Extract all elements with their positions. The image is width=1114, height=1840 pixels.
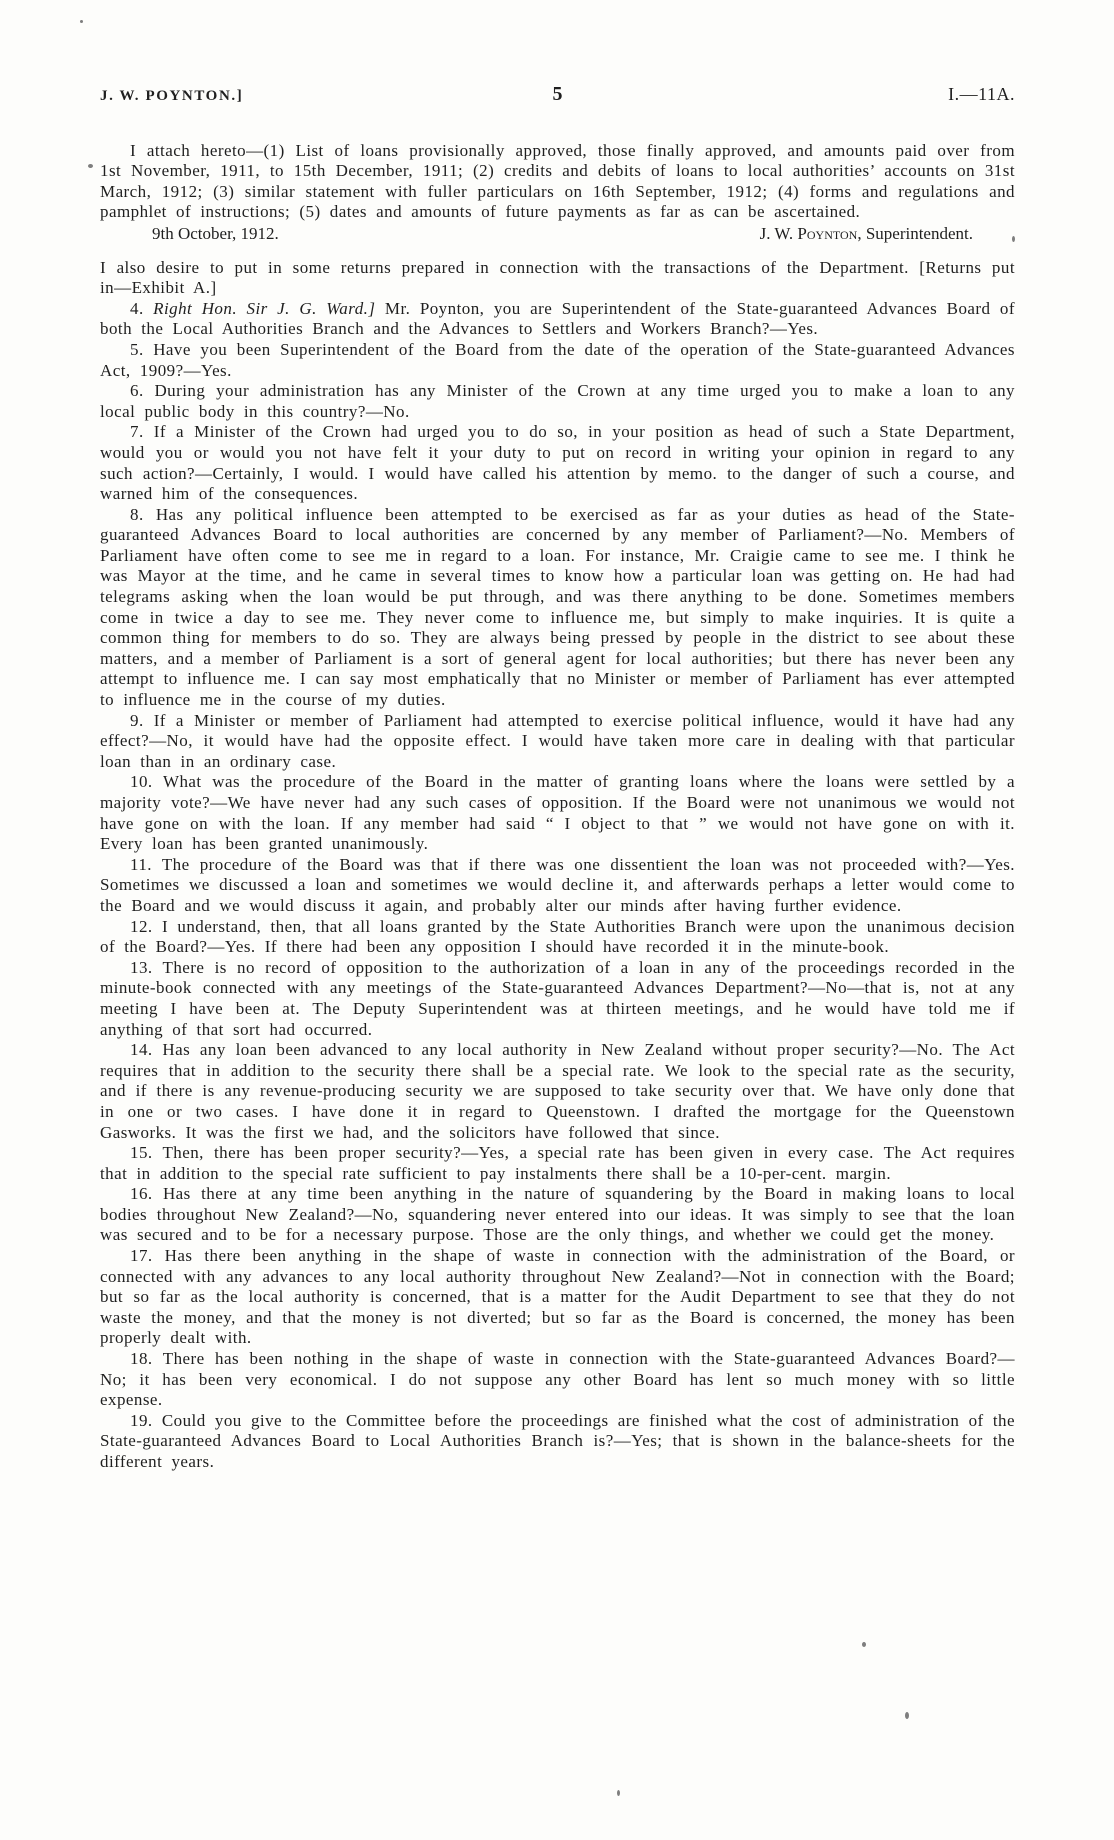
qa-item (100, 1040, 1015, 1143)
question-number: 7. (130, 422, 144, 442)
qa-item (100, 772, 1015, 854)
qa-text: Has any political influence been attempted to be exercised as far as your duties as head of the State-guaranteed Advances Board to local authorities are concerned by any member of Parliament?—No. Members of Parliament have often come to see me in regard to a loan. For instance, Mr. Craigie came to see me. I think he was Mayor at the time, and he came in several times to know how a particular loan was getting on. He had had telegrams asking when the loan would be put through, and was there anything to be done. Sometimes members come in twice a day to see me. They never come to influence me, but simply to make inquiries. It is quite a common thing for members to do so. They are always being pressed by people in the district to see about these matters, and a member of Parliament is a sort of general agent for local authorities; but there has never been any attempt to influence me. I can say most emphatically that no Minister or member of Parliament has ever attempted to influence me in the course of my duties. (100, 504, 1015, 710)
qa-text: Has there at any time been anything in the nature of squandering by the Board in making loans to local bodies throughout New Zealand?—No, squandering never entered into our ideas. It was simply to see that the loan was secured and to be for a necessary purpose. Those are the only things, and whether we could get the money. (100, 1184, 1015, 1245)
qa-item (100, 505, 1015, 711)
scan-speck (862, 1642, 866, 1647)
question-number: 12. (130, 916, 153, 936)
signature-role: , Superintendent. (857, 223, 973, 243)
question-number: 11. (130, 854, 152, 874)
qa-text: The procedure of the Board was that if there was one dissentient the loan was not proceeded with?—Yes. Sometimes we discussed a loan and sometimes we would decline it, and afterwards perhaps a letter would come to the Board and we would discuss it again, and probably alter our minds after having further evidence. (100, 854, 1015, 915)
signature-name: J. W. Poynton (759, 223, 858, 243)
qa-item (100, 1349, 1015, 1411)
scan-speck (905, 1712, 909, 1719)
question-number: 15. (130, 1143, 153, 1163)
scan-speck (617, 1790, 620, 1796)
question-number: 6. (130, 381, 144, 401)
question-number: 16. (130, 1184, 153, 1204)
qa-item (100, 1184, 1015, 1246)
qa-text: Have you been Superintendent of the Board from the date of the operation of the State-guaranteed Advances Act, 1909?—Yes. (100, 339, 1015, 380)
signature-row (100, 223, 1015, 245)
qa-text: What was the procedure of the Board in the matter of granting loans where the loans were settled by a majority vote?—We have never had any such cases of opposition. If the Board were not unanimous we would not have gone on with the loan. If any member had said “ I object to that ” we would not have gone on with it. Every loan has been granted unanimously. (100, 772, 1015, 854)
scan-speck (80, 20, 83, 23)
question-number: 10. (130, 772, 153, 792)
attachment-paragraph: I attach hereto—(1) List of loans provisionally approved, those finally approved, and amounts paid over from 1st November, 1911, to 15th December, 1911; (2) credits and debits of loans to local authorities’ accounts on 31st March, 1912; (3) similar statement with fuller particulars on 16th September, 1912; (4) forms and regulations and pamphlet of instructions; (5) dates and amounts of future payments as far as can be ascertained. (100, 140, 1015, 222)
qa-item (100, 958, 1015, 1040)
qa-item (100, 711, 1015, 773)
paper-reference: I.—11A. (948, 84, 1015, 104)
question-number: 19. (130, 1410, 153, 1430)
qa-text: Then, there has been proper security?—Yes, a special rate has been given in every case. The Act requires that in addition to the special rate sufficient to pay instalments there shall be a 10-per-cent. margin. (100, 1143, 1015, 1183)
qa-item (100, 1411, 1015, 1473)
qa-text: Has there been anything in the shape of waste in connection with the administration of the Board, or connected with any advances to any local authority throughout New Zealand?—Not in connection with the Board; but so far as the local authority is concerned, that is a matter for the Audit Department to see that they do not waste the money, and that the money is not diverted; but so far as the Board is concerned, the money has been properly dealt with. (100, 1246, 1016, 1348)
qa-item (100, 381, 1015, 422)
question-number: 8. (130, 504, 144, 524)
letter-date: 9th October, 1912. (152, 223, 279, 243)
qa-item (100, 340, 1015, 381)
qa-item (100, 1143, 1015, 1184)
scan-speck (1012, 236, 1015, 242)
question-number: 13. (130, 957, 153, 977)
page-header (100, 84, 1015, 107)
qa-text: Could you give to the Committee before the proceedings are finished what the cost of administration of the State-guaranteed Advances Board to Local Authorities Branch is?—Yes; that is shown in the balance-sheets for the different years. (100, 1410, 1015, 1471)
question-number: 18. (130, 1349, 153, 1369)
signature (760, 224, 973, 245)
qa-text: During your administration has any Minister of the Crown at any time urged you to make a loan to any local public body in this country?—No. (100, 381, 1015, 421)
qa-item (100, 299, 1015, 340)
qa-item (100, 917, 1015, 958)
page-number: 5 (552, 83, 563, 105)
running-header-witness: J. W. POYNTON.] (100, 88, 244, 104)
qa-item (100, 422, 1015, 504)
qa-item (100, 855, 1015, 917)
qa-text: If a Minister of the Crown had urged you to do so, in your position as head of such a State Department, would you or would you not have felt it your duty to put on record in writing your opinion in regard to any such action?—Certainly, I would. I would have called his attention by memo. to the danger of such a course, and warned him of the consequences. (100, 422, 1015, 504)
qa-text: I understand, then, that all loans granted by the State Authorities Branch were upon the unanimous decision of the Board?—Yes. If there had been any opposition I should have recorded it in the minute-book. (100, 916, 1016, 957)
questioner-name: Right Hon. Sir J. G. Ward.] (153, 298, 376, 318)
qa-item (100, 1246, 1015, 1349)
qa-text: Has any loan been advanced to any local authority in New Zealand without proper security?—No. The Act requires that in addition to the security there shall be a special rate. We look to the special rate as the security, and if there is any revenue-producing security we are supposed to take security over that. We have only done that in one or two cases. I have done it in regard to Queenstown. I drafted the mortgage for the Queenstown Gasworks. It was the first we had, and the solicitors have followed that since. (100, 1040, 1015, 1142)
qa-text: Mr. Poynton, you are Superintendent of the State-guaranteed Advances Board of both the Local Authorities Branch and the Advances to Settlers and Workers Branch?—Yes. (100, 298, 1015, 339)
qa-list (100, 299, 1015, 1473)
testimony-intro: I also desire to put in some returns prepared in connection with the transactions of the Department. [Returns put in—Exhibit A.] (100, 257, 1015, 298)
question-number: 14. (130, 1040, 153, 1060)
question-number: 17. (130, 1246, 153, 1266)
question-number: 5. (130, 339, 144, 359)
qa-text: There is no record of opposition to the authorization of a loan in any of the proceedings recorded in the minute-book connected with any meetings of the State-guaranteed Advances Department?—No—that is, not at any meeting I have been at. The Deputy Superintendent was at thirteen meetings, and he would have told me if anything of that sort had occurred. (100, 957, 1015, 1039)
question-number: 9. (130, 710, 144, 730)
qa-text: There has been nothing in the shape of waste in connection with the State-guaranteed Advances Board?—No; it has been very economical. I do not suppose any other Board has lent so much money with so little expense. (100, 1349, 1015, 1410)
scan-speck (88, 164, 93, 168)
question-number: 4. (130, 298, 144, 318)
qa-text: If a Minister or member of Parliament had attempted to exercise political influence, would it have had any effect?—No, it would have had the opposite effect. I would have taken more care in dealing with that particular loan than in an ordinary case. (100, 710, 1016, 771)
